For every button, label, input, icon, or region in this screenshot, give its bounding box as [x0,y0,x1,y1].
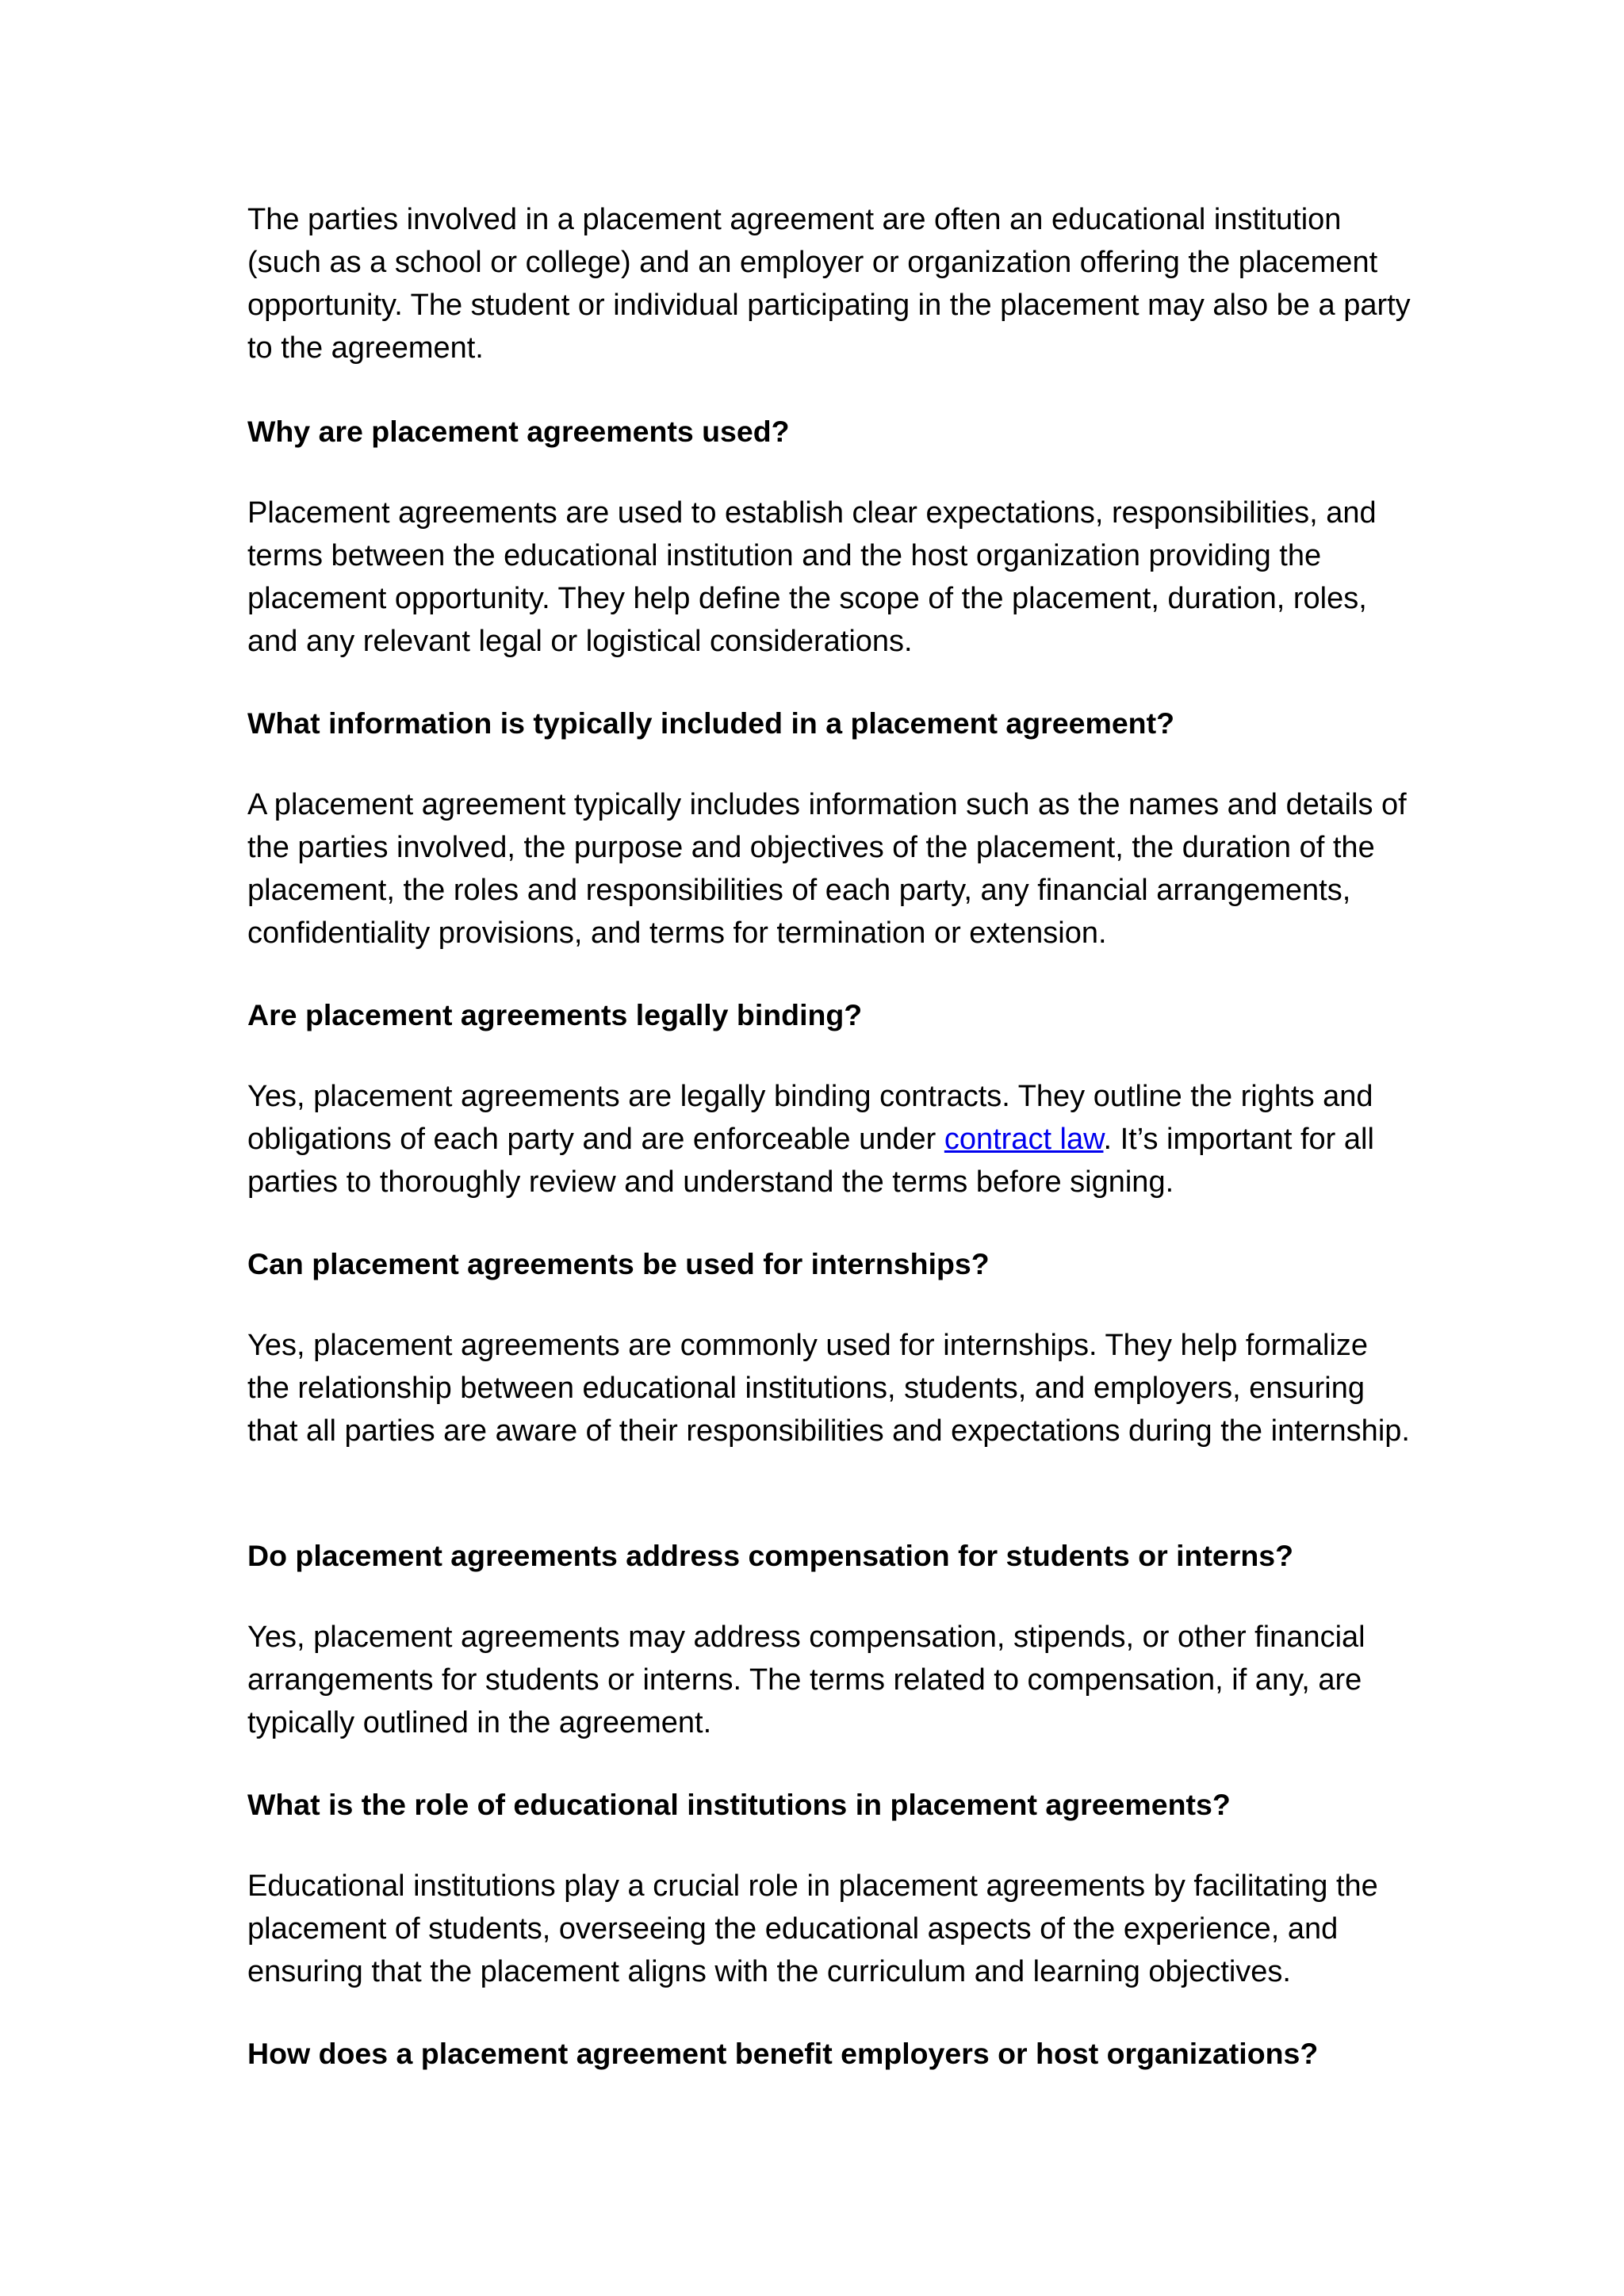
heading-educational-role: What is the role of educational institutions in placement agreements? [247,1788,1231,1821]
paragraph-legally-binding-text-1: Yes, placement agreements are legally binding contracts. They outline the rights and obligations of each party and are enforceable under [247,1080,1373,1156]
heading-information-included: What information is typically included in a placement agreement? [247,706,1174,740]
paragraph-legally-binding [247,1075,1413,1203]
intro-paragraph: The parties involved in a placement agreement are often an educational institution (such as a school or college) and an employer or organization offering the placement opportunity. The student or individual participating in the placement may also be a party to the agreement. [247,203,1411,365]
paragraph-information-included: A placement agreement typically includes information such as the names and details of the parties involved, the purpose and objectives of the placement, the duration of the placement, the roles and responsibilities of each party, any financial arrangements, confidentiality provisions, and terms for termination or extension. [247,788,1407,950]
heading-why-used: Why are placement agreements used? [247,415,790,448]
heading-compensation: Do placement agreements address compensation for students or interns? [247,1539,1294,1572]
paragraph-educational-role: Educational institutions play a crucial role in placement agreements by facilitating the placement of students, overseeing the educational aspects of the experience, and ensuring that the placement aligns with the curriculum and learning objectives. [247,1869,1378,1988]
heading-employer-benefit: How does a placement agreement benefit employers or host organizations? [247,2037,1319,2070]
paragraph-internships: Yes, placement agreements are commonly used for internships. They help formalize the relationship between educational institutions, students, and employers, ensuring that all parties are aware of their responsibilities and expectations during the internship. [247,1329,1410,1448]
heading-internships: Can placement agreements be used for internships? [247,1247,990,1280]
paragraph-legally-binding-text-2: . It’s important for all parties to thoroughly review and understand the terms before signing. [247,1123,1374,1199]
paragraph-why-used: Placement agreements are used to establish clear expectations, responsibilities, and terms between the educational institution and the host organization providing the placement opportunity. They help define the scope of the placement, duration, roles, and any relevant legal or logistical considerations. [247,496,1377,658]
contract-law-link[interactable]: contract law [944,1123,1104,1156]
paragraph-compensation: Yes, placement agreements may address compensation, stipends, or other financial arrangements for students or interns. The terms related to compensation, if any, are typically outlined in the agreement. [247,1621,1365,1739]
heading-legally-binding: Are placement agreements legally binding? [247,998,863,1031]
